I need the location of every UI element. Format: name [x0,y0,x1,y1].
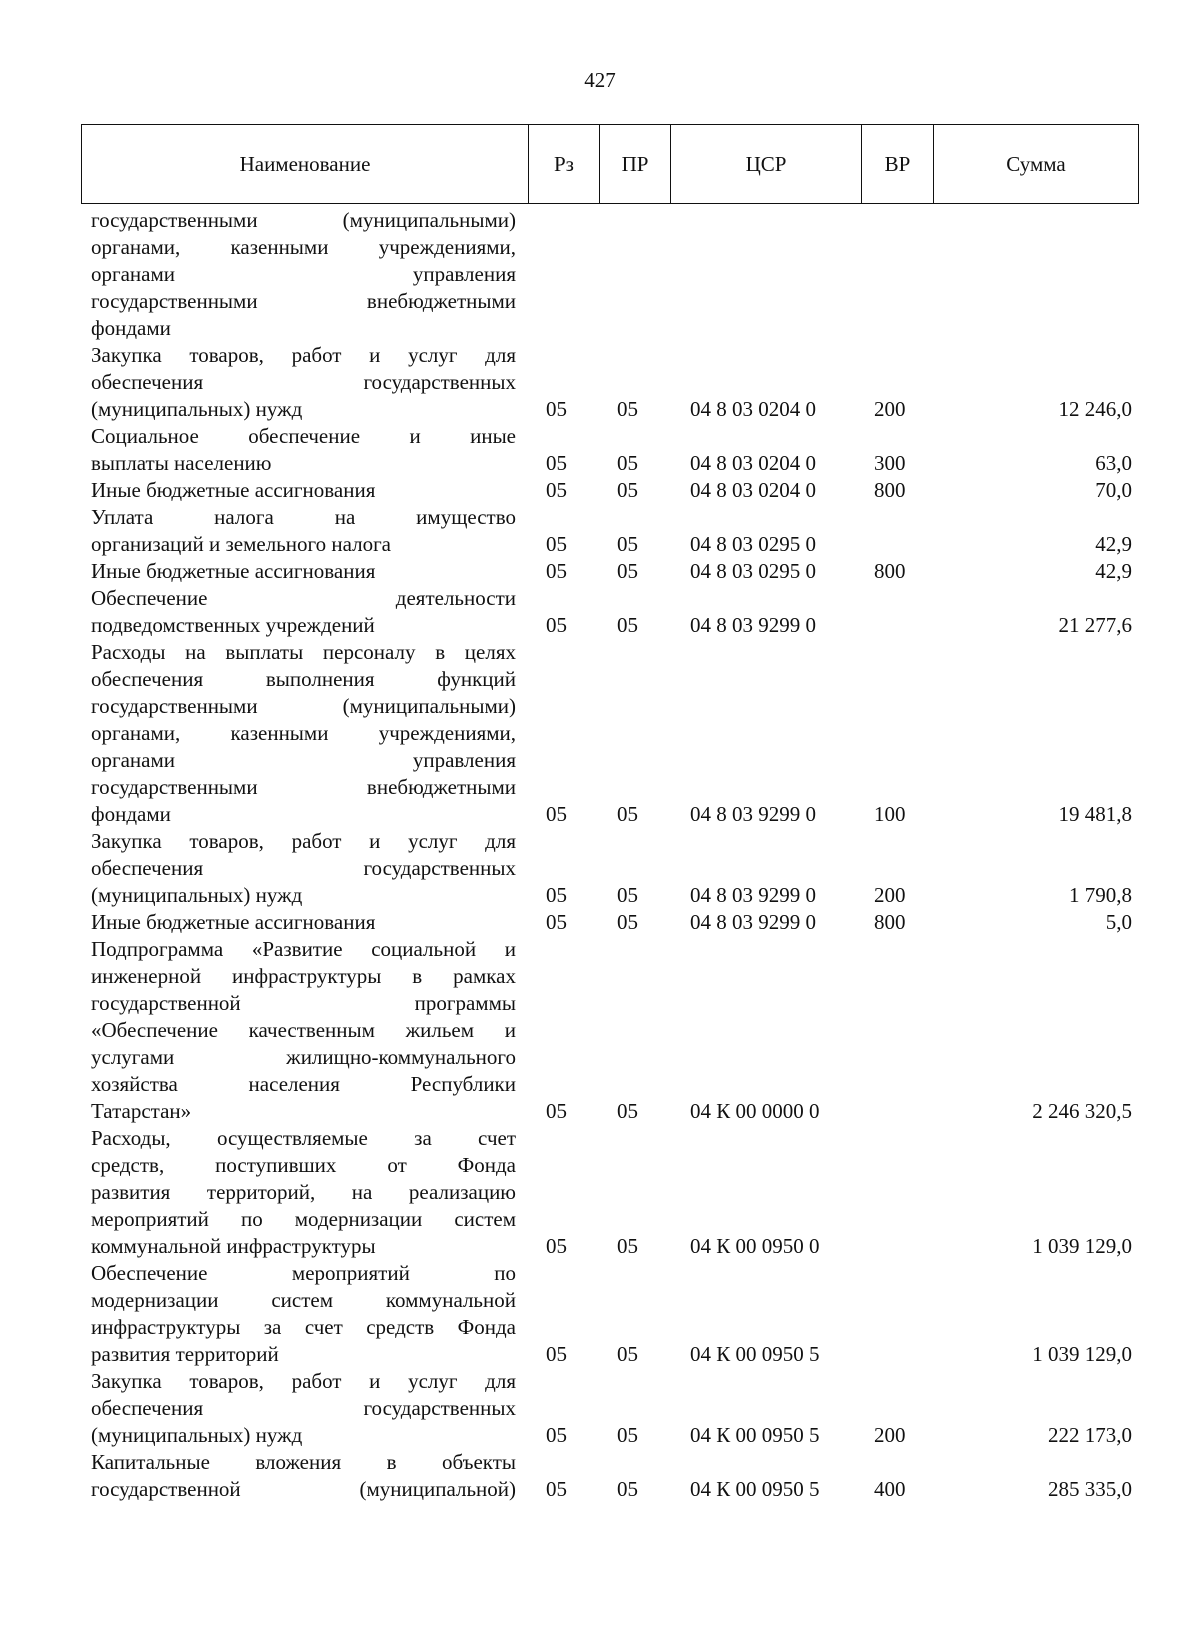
row-sum: 42,9 [1095,532,1132,556]
row-csr: 04 К 00 0000 0 [690,1099,820,1123]
row-pr: 05 [617,1099,638,1123]
row-name-line: Закупка товаров, работ и услуг для [91,829,516,853]
row-vr: 800 [874,478,906,502]
table-header [81,124,1139,204]
row-codes [0,1422,1200,1449]
row-name-line: государственной программы [91,991,516,1015]
row-sum: 63,0 [1095,451,1132,475]
header-name: Наименование [82,125,529,203]
row-name-line: мероприятий по модернизации систем [91,1207,516,1231]
row-name-line: развития территорий [91,1342,279,1366]
row-name-line: коммунальной инфраструктуры [91,1234,376,1258]
row-name-line: Обеспечение деятельности [91,586,516,610]
row-name-line: средств, поступивших от Фонда [91,1153,516,1177]
row-name-line: Расходы, осуществляемые за счет [91,1126,516,1150]
row-sum: 19 481,8 [1058,802,1132,826]
table-row [0,558,1200,585]
row-pr: 05 [617,451,638,475]
row-codes [0,315,1200,342]
table-row [0,342,1200,423]
header-pr: ПР [600,125,671,203]
row-codes [0,882,1200,909]
row-name-line: Иные бюджетные ассигнования [91,910,376,934]
table-row [0,423,1200,477]
table-row [0,477,1200,504]
table-row [0,828,1200,909]
row-csr: 04 8 03 9299 0 [690,802,816,826]
row-name-line: (муниципальных) нужд [91,397,303,421]
row-csr: 04 8 03 0204 0 [690,397,816,421]
row-name-line: Закупка товаров, работ и услуг для [91,343,516,367]
row-name-line: модернизации систем коммунальной [91,1288,516,1312]
row-name-line: (муниципальных) нужд [91,1423,303,1447]
row-sum: 1 039 129,0 [1032,1234,1132,1258]
row-name-line: органами, казенными учреждениями, [91,721,516,745]
row-csr: 04 8 03 9299 0 [690,613,816,637]
row-rz: 05 [546,451,567,475]
row-csr: 04 8 03 0204 0 [690,478,816,502]
row-name-line: инженерной инфраструктуры в рамках [91,964,516,988]
row-codes [0,1341,1200,1368]
row-codes [0,1098,1200,1125]
row-sum: 285 335,0 [1048,1477,1132,1501]
row-codes [0,1476,1200,1503]
row-name-line: Иные бюджетные ассигнования [91,478,376,502]
row-name-line: государственной (муниципальной) [91,1477,516,1501]
row-vr: 300 [874,451,906,475]
row-pr: 05 [617,802,638,826]
row-name-line: Иные бюджетные ассигнования [91,559,376,583]
row-name-line: обеспечения государственных [91,1396,516,1420]
row-rz: 05 [546,802,567,826]
row-csr: 04 8 03 0295 0 [690,532,816,556]
row-pr: 05 [617,613,638,637]
table-row [0,909,1200,936]
row-name-line: фондами [91,802,171,826]
row-rz: 05 [546,397,567,421]
row-name-line: «Обеспечение качественным жильем и [91,1018,516,1042]
row-name-line: Расходы на выплаты персоналу в целях [91,640,516,664]
row-pr: 05 [617,397,638,421]
row-rz: 05 [546,613,567,637]
row-rz: 05 [546,1342,567,1366]
row-sum: 5,0 [1105,910,1132,934]
row-codes [0,1233,1200,1260]
row-name-line: органами управления [91,262,516,286]
row-pr: 05 [617,1477,638,1501]
row-codes [0,801,1200,828]
table-row [0,1260,1200,1368]
row-name-line: Социальное обеспечение и иные [91,424,516,448]
row-pr: 05 [617,478,638,502]
row-rz: 05 [546,883,567,907]
row-name-line: инфраструктуры за счет средств Фонда [91,1315,516,1339]
row-name-line: государственными (муниципальными) [91,694,516,718]
row-codes [0,450,1200,477]
row-pr: 05 [617,559,638,583]
row-rz: 05 [546,532,567,556]
table-row [0,1368,1200,1449]
row-csr: 04 К 00 0950 0 [690,1234,820,1258]
row-name-line: обеспечения выполнения функций [91,667,516,691]
row-vr: 200 [874,397,906,421]
row-pr: 05 [617,1342,638,1366]
row-name [91,936,516,1125]
row-rz: 05 [546,1423,567,1447]
row-codes [0,909,1200,936]
row-sum: 222 173,0 [1048,1423,1132,1447]
row-sum: 42,9 [1095,559,1132,583]
table-row [0,1125,1200,1260]
row-rz: 05 [546,1477,567,1501]
row-name-line: хозяйства населения Республики [91,1072,516,1096]
row-sum: 70,0 [1095,478,1132,502]
table-row [0,207,1200,342]
row-name-line: (муниципальных) нужд [91,883,303,907]
row-name-line: государственными внебюджетными [91,289,516,313]
row-name-line: подведомственных учреждений [91,613,375,637]
table-row [0,639,1200,828]
table-row [0,504,1200,558]
row-pr: 05 [617,532,638,556]
row-name-line: Обеспечение мероприятий по [91,1261,516,1285]
row-codes [0,477,1200,504]
row-name-line: организаций и земельного налога [91,532,391,556]
row-codes [0,612,1200,639]
row-name-line: развития территорий, на реализацию [91,1180,516,1204]
row-rz: 05 [546,478,567,502]
row-name-line: Подпрограмма «Развитие социальной и [91,937,516,961]
row-csr: 04 8 03 9299 0 [690,910,816,934]
row-csr: 04 К 00 0950 5 [690,1477,820,1501]
row-name-line: выплаты населению [91,451,272,475]
row-sum: 1 790,8 [1069,883,1132,907]
row-csr: 04 8 03 0295 0 [690,559,816,583]
table-row [0,585,1200,639]
row-sum: 1 039 129,0 [1032,1342,1132,1366]
row-rz: 05 [546,910,567,934]
row-name-line: Татарстан» [91,1099,192,1123]
row-csr: 04 8 03 9299 0 [690,883,816,907]
header-sum: Сумма [1006,151,1066,176]
row-name-line: государственными внебюджетными [91,775,516,799]
row-codes [0,396,1200,423]
row-vr: 800 [874,910,906,934]
header-vr: ВР [862,125,934,203]
row-csr: 04 8 03 0204 0 [690,451,816,475]
row-vr: 800 [874,559,906,583]
row-pr: 05 [617,1423,638,1447]
row-name-line: услугами жилищно-коммунального [91,1045,516,1069]
row-name-line: фондами [91,316,171,340]
row-sum: 2 246 320,5 [1032,1099,1132,1123]
row-name-line: Капитальные вложения в объекты [91,1450,516,1474]
row-name-line: органами управления [91,748,516,772]
row-name-line: государственными (муниципальными) [91,208,516,232]
row-rz: 05 [546,559,567,583]
row-csr: 04 К 00 0950 5 [690,1342,820,1366]
row-pr: 05 [617,1234,638,1258]
row-codes [0,531,1200,558]
row-vr: 200 [874,1423,906,1447]
table-body [0,207,1200,1503]
table-row [0,1449,1200,1503]
row-rz: 05 [546,1234,567,1258]
row-vr: 400 [874,1477,906,1501]
row-sum: 21 277,6 [1058,613,1132,637]
row-sum: 12 246,0 [1058,397,1132,421]
table-row [0,936,1200,1125]
row-name-line: обеспечения государственных [91,856,516,880]
row-name-line: Уплата налога на имущество [91,505,516,529]
row-csr: 04 К 00 0950 5 [690,1423,820,1447]
header-rz: Рз [529,125,600,203]
row-rz: 05 [546,1099,567,1123]
row-pr: 05 [617,910,638,934]
page-number: 427 [584,68,616,92]
row-vr: 100 [874,802,906,826]
row-pr: 05 [617,883,638,907]
row-vr: 200 [874,883,906,907]
row-codes [0,558,1200,585]
row-name-line: обеспечения государственных [91,370,516,394]
row-name [91,639,516,828]
row-name-line: Закупка товаров, работ и услуг для [91,1369,516,1393]
row-name-line: органами, казенными учреждениями, [91,235,516,259]
header-csr: ЦСР [671,125,862,203]
